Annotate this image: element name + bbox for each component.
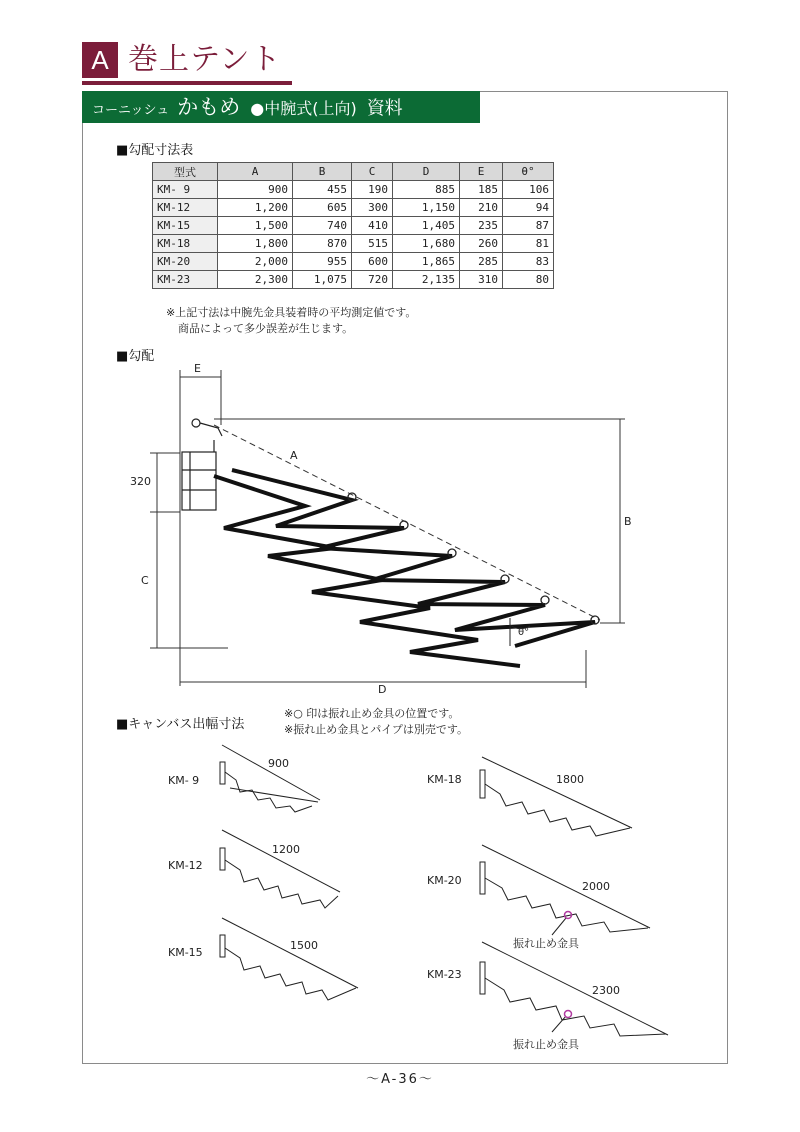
table-cell: 2,000 xyxy=(218,253,293,271)
canvas-note-1: ※○ 印は振れ止め金具の位置です。 xyxy=(284,707,460,720)
table-cell: 185 xyxy=(460,181,503,199)
label-d: D xyxy=(378,683,387,696)
km23-bracket-marker xyxy=(565,1011,572,1018)
page-number: ～A-36～ xyxy=(366,1072,434,1087)
km9-bracket xyxy=(220,762,225,784)
table-cell: 1,500 xyxy=(218,217,293,235)
table-cell: 1,680 xyxy=(393,235,460,253)
table-cell: 2,300 xyxy=(218,271,293,289)
table-section-title: ■勾配寸法表 xyxy=(116,143,194,158)
brand-name: かもめ xyxy=(177,95,241,119)
model-label: KM-15 xyxy=(168,946,203,959)
table-cell: 900 xyxy=(218,181,293,199)
table-header-cell: D xyxy=(393,163,460,181)
width-label: 1200 xyxy=(272,843,300,856)
km12-arm xyxy=(225,860,338,908)
table-cell: 885 xyxy=(393,181,460,199)
width-label: 900 xyxy=(268,757,289,770)
table-cell: KM-18 xyxy=(153,235,218,253)
table-header-cell: C xyxy=(352,163,393,181)
model-label: KM-20 xyxy=(427,874,462,887)
bracket-label: 振れ止め金具 xyxy=(513,937,579,950)
table-cell: 285 xyxy=(460,253,503,271)
table-header-cell: 型式 xyxy=(153,163,218,181)
table-cell: KM-15 xyxy=(153,217,218,235)
label-b: B xyxy=(624,515,632,528)
km23-bracket-leader xyxy=(552,1016,566,1032)
km15-arm xyxy=(225,948,356,1000)
table-header-cell: θ° xyxy=(503,163,554,181)
km9-base xyxy=(230,788,318,802)
model-label: KM-18 xyxy=(427,773,462,786)
table-cell: 300 xyxy=(352,199,393,217)
km15-canvas xyxy=(222,918,358,988)
label-a: A xyxy=(290,449,298,462)
table-header-cell: B xyxy=(293,163,352,181)
km12-bracket xyxy=(220,848,225,870)
table-cell: 410 xyxy=(352,217,393,235)
km20-bracket xyxy=(480,862,485,894)
km9-canvas xyxy=(222,745,320,800)
section-badge: A xyxy=(82,42,118,78)
table-cell: 106 xyxy=(503,181,554,199)
table-cell: KM-23 xyxy=(153,271,218,289)
table-cell: 1,200 xyxy=(218,199,293,217)
label-c: C xyxy=(141,574,149,587)
model-label: KM-12 xyxy=(168,859,203,872)
table-cell: 955 xyxy=(293,253,352,271)
table-cell: 600 xyxy=(352,253,393,271)
table-header-cell: E xyxy=(460,163,503,181)
page-title: 巻上テント xyxy=(128,42,282,77)
table-note-2: 商品によって多少誤差が生じます。 xyxy=(178,322,354,335)
canvas-note-2: ※振れ止め金具とパイプは別売です。 xyxy=(284,723,469,736)
table-cell: 1,150 xyxy=(393,199,460,217)
table-cell: KM-12 xyxy=(153,199,218,217)
width-label: 1500 xyxy=(290,939,318,952)
table-header-cell: A xyxy=(218,163,293,181)
km18-canvas xyxy=(482,757,632,828)
km20-bracket-leader xyxy=(552,918,566,935)
table-cell: 80 xyxy=(503,271,554,289)
table-cell: 1,075 xyxy=(293,271,352,289)
km15-bracket xyxy=(220,935,225,957)
table-cell: KM-20 xyxy=(153,253,218,271)
table-cell: 210 xyxy=(460,199,503,217)
table-cell: 260 xyxy=(460,235,503,253)
km18-bracket xyxy=(480,770,485,798)
table-cell: 83 xyxy=(503,253,554,271)
table-cell: 720 xyxy=(352,271,393,289)
table-cell: 235 xyxy=(460,217,503,235)
brand-small: コーニッシュ xyxy=(92,103,170,118)
label-e: E xyxy=(194,362,201,375)
km23-bracket xyxy=(480,962,485,994)
table-cell: 2,135 xyxy=(393,271,460,289)
km20-arm xyxy=(485,878,648,932)
table-cell: 87 xyxy=(503,217,554,235)
km9-arm xyxy=(225,772,312,812)
width-label: 2300 xyxy=(592,984,620,997)
bracket-label: 振れ止め金具 xyxy=(513,1038,579,1051)
table-cell: 740 xyxy=(293,217,352,235)
label-theta: θ° xyxy=(518,627,530,638)
km18-arm xyxy=(485,784,630,836)
table-cell: 1,865 xyxy=(393,253,460,271)
table-note-1: ※上記寸法は中腕先金具装着時の平均測定値です。 xyxy=(166,306,417,319)
table-cell: 81 xyxy=(503,235,554,253)
table-cell: 310 xyxy=(460,271,503,289)
table-cell: KM- 9 xyxy=(153,181,218,199)
km12-canvas xyxy=(222,830,340,892)
table-cell: 515 xyxy=(352,235,393,253)
table-cell: 1,800 xyxy=(218,235,293,253)
model-label: KM-23 xyxy=(427,968,462,981)
diagram-section-title: ■勾配 xyxy=(116,349,155,364)
label-320: 320 xyxy=(130,475,151,488)
width-label: 2000 xyxy=(582,880,610,893)
canvas-section-title: ■キャンバス出幅寸法 xyxy=(116,717,245,732)
table-cell: 190 xyxy=(352,181,393,199)
table-cell: 455 xyxy=(293,181,352,199)
km23-canvas xyxy=(482,942,668,1035)
table-cell: 1,405 xyxy=(393,217,460,235)
width-label: 1800 xyxy=(556,773,584,786)
km23-arm xyxy=(485,978,666,1036)
doc-label: 資料 xyxy=(366,98,403,119)
model-label: KM- 9 xyxy=(168,774,200,787)
table-cell: 94 xyxy=(503,199,554,217)
arm-type: ●中腕式(上向) xyxy=(250,99,357,118)
table-cell: 605 xyxy=(293,199,352,217)
table-cell: 870 xyxy=(293,235,352,253)
